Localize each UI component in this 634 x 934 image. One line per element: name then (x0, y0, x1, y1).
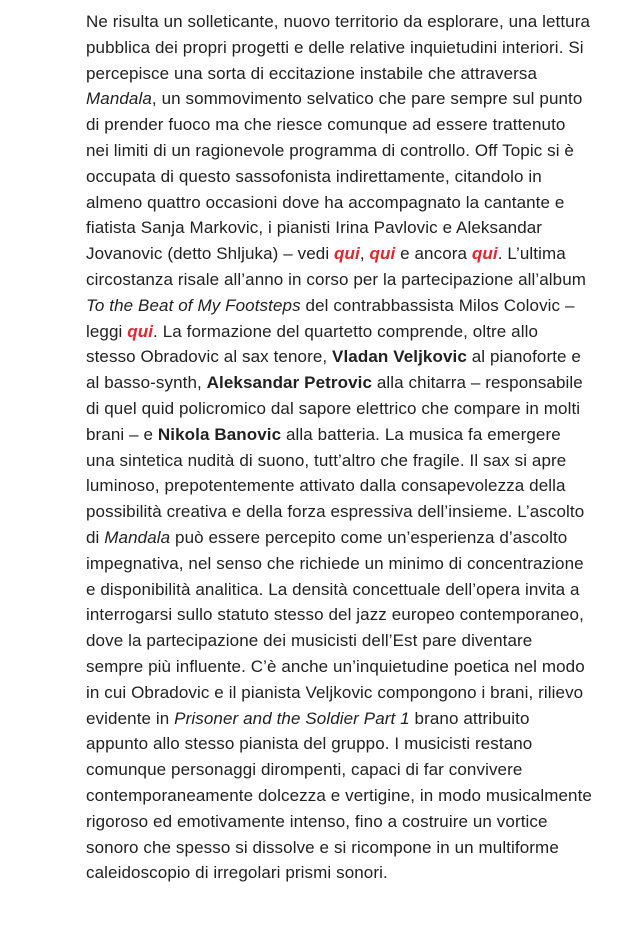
text-run-normal: del contrabbassista Milos Colovic – leggi (86, 295, 575, 341)
text-run-normal: brano attribuito appunto allo stesso pianista del gruppo. I musicisti restano comunque personaggi dirompenti, capaci di far convivere contemporaneamente dolcezza e vertigine, in modo musicalmente rigoroso ed emotivamente intenso, fino a costruire un vortice sonoro che spesso si dissolve e si ricompone in un multiforme caleidoscopio di irregolari prismi sonori. (86, 708, 592, 883)
text-run-normal: alla chitarra – responsabile di quel quid policromico dal sapore elettrico che compare in molti brani – e (86, 373, 583, 444)
text-run-normal: . La formazione del quartetto comprende, oltre allo stesso Obradovic al sax tenore, (86, 321, 539, 367)
text-run-normal: alla batteria. La musica fa emergere una sintetica nudità di suono, tutt’altro che fragile. Il sax si apre luminoso, prepotentemente attivato dalla consapevolezza della possibilità creativa e della forza espressiva dell’insieme. L’ascolto di (86, 424, 585, 547)
text-run-bold: Nikola Banovic (157, 424, 282, 444)
text-run-normal: e ancora (395, 244, 472, 264)
text-run-normal: , (359, 244, 370, 264)
text-run-italic: Mandala (86, 89, 152, 109)
inline-link-qui[interactable]: qui (127, 321, 154, 341)
text-run-normal: . L’ultima circostanza risale all’anno in corso per la partecipazione all’album (86, 244, 587, 289)
text-run-normal: Ne risulta un solleticante, nuovo territorio da esplorare, una lettura pubblica dei propri progetti e delle relative inquietudini interiori. Si percepisce una sorta di eccitazione instabile che attraversa (86, 12, 591, 83)
article-paragraph (86, 9, 592, 886)
text-run-normal: può essere percepito come un’esperienza d’ascolto impegnativa, nel senso che richiede un minimo di concentrazione e disponibilità analitica. La densità concettuale dell’opera invita a interrogarsi sullo statuto stesso del jazz europeo contemporaneo, dove la partecipazione dei musicisti dell’Est pare diventare sempre più influente. C’è anche un’inquietudine poetica nel modo in cui Obradovic e il pianista Veljkovic compongono i brani, rilievo evidente in (86, 527, 585, 728)
text-run-normal: al pianoforte e al basso-synth, (86, 347, 581, 393)
article-body (86, 9, 592, 886)
text-run-normal: , un sommovimento selvatico che pare sempre sul punto di prender fuoco ma che riesce comunque ad essere trattenuto nei limiti di un ragionevole programma di controllo. Off Topic si è occupata di questo sassofonista indirettamente, citandolo in almeno quattro occasioni dove ha accompagnato la cantante e fiatista Sanja Markovic, i pianisti Irina Pavlovic e Aleksandar Jovanovic (detto Shljuka) – vedi (86, 89, 583, 264)
inline-link-qui[interactable]: qui (471, 244, 498, 264)
inline-link-qui[interactable]: qui (334, 244, 360, 264)
text-run-italic: To the Beat of My Footsteps (86, 295, 301, 315)
text-run-bold: Aleksandar Petrovic (206, 373, 373, 393)
text-run-italic: Prisoner and the Soldier Part 1 (174, 708, 410, 728)
text-run-bold: Vladan Veljkovic (332, 347, 467, 367)
inline-link-qui[interactable]: qui (369, 244, 396, 264)
text-run-italic: Mandala (104, 527, 171, 547)
